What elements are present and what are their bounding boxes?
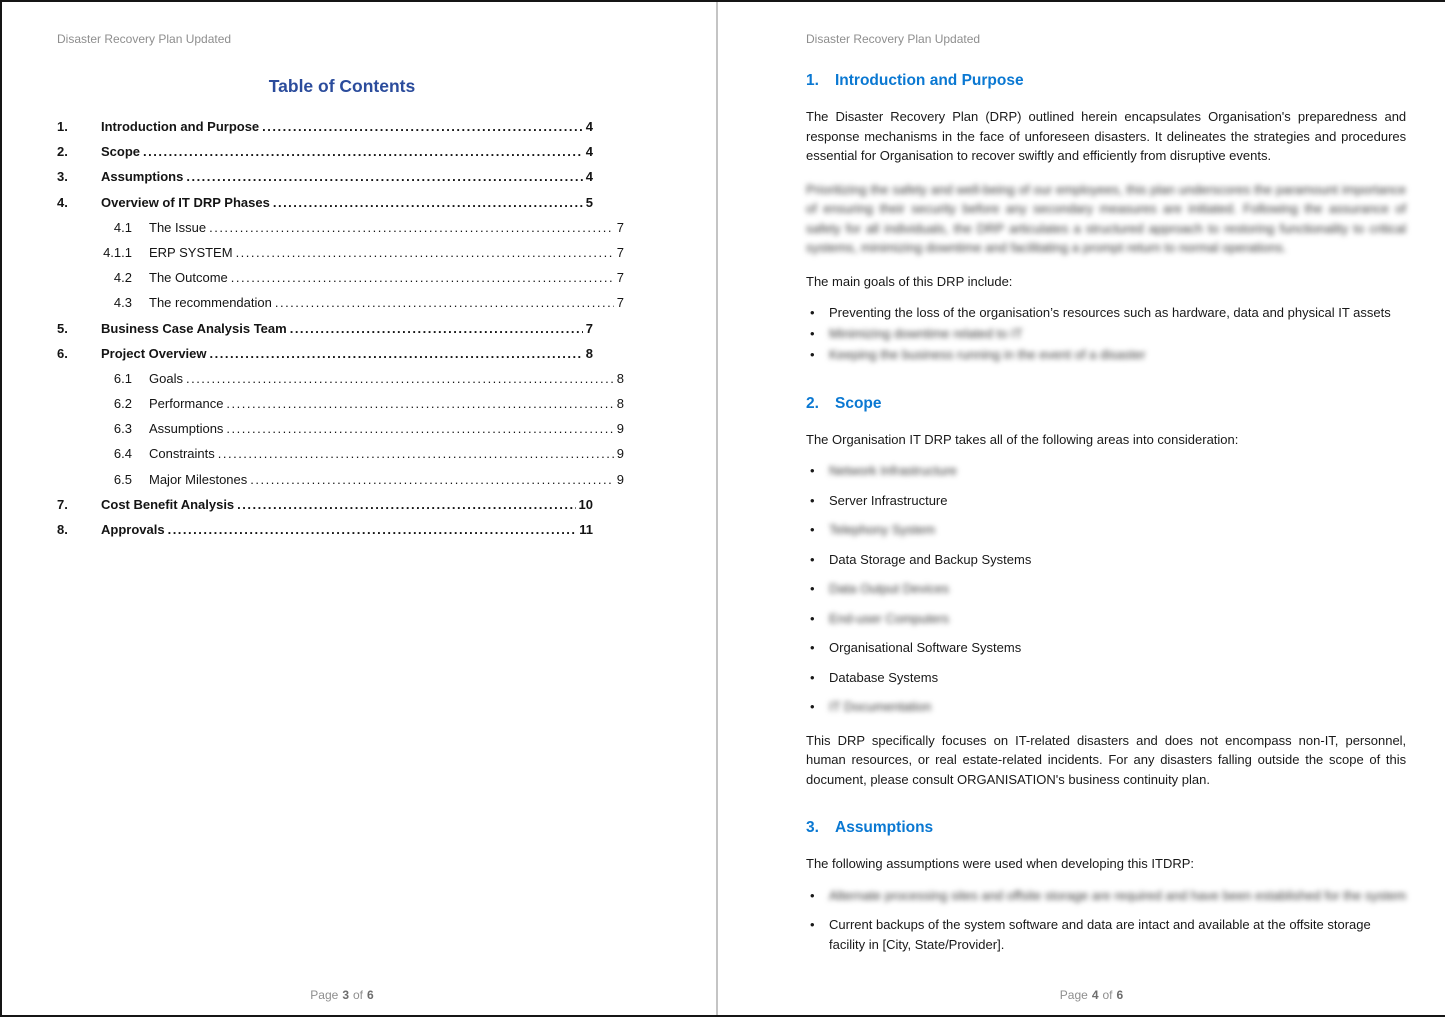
bullet-icon: • [810,492,815,508]
toc-leader [186,169,582,184]
section-3 [806,819,1406,954]
toc-leader [168,522,577,537]
paragraph: The main goals of this DRP include: [806,273,1013,289]
footer-of-word: of [353,988,364,1002]
toc-label: Overview of IT DRP Phases [101,194,270,210]
toc-page-number: 5 [585,194,593,210]
bullet-item [806,886,1406,906]
toc-entry[interactable] [57,144,627,169]
bullet-item [806,324,1406,344]
document-header: Disaster Recovery Plan Updated [57,32,232,46]
redacted-text: IT Documentation [829,699,932,714]
bullet-text: Data Storage and Backup Systems [829,551,1032,567]
toc-page-number: 11 [579,522,593,537]
redacted-text: End-user Computers [829,610,949,626]
footer-current-page: 4 [1091,988,1099,1002]
toc-entry[interactable] [57,321,627,346]
bullet-icon: • [810,887,815,903]
section-title: Assumptions [835,819,934,836]
bullet-text: Preventing the loss of the organisation’s resources such as hardware, data and physical IT assets [829,305,1391,320]
bullet-item [806,609,1406,629]
bullet-icon: • [810,551,815,567]
toc-page-number: 10 [578,496,593,512]
bullet-text: Current backups of the system software and data are intact and available at the offsite storage facility in [City, State/Provider]. [829,917,1371,952]
toc-label: Business Case Analysis Team [101,320,287,336]
toc-leader [290,321,583,336]
toc-page-number: 9 [616,446,624,462]
redacted-text: Keeping the business running in the event of a disaster [829,347,1146,362]
bullet-icon: • [810,522,815,537]
redacted-text: Minimizing downtime related to IT [829,326,1023,341]
redacted-text: Network Infrastructure [829,463,957,478]
toc-label: Constraints [149,446,215,462]
bullet-list [806,886,1406,955]
toc-leader [236,245,614,260]
paragraph: The following assumptions were used when developing this ITDRP: [806,856,1195,871]
bullet-item [806,915,1406,954]
redacted-text: Alternate processing sites and offsite storage are required and have been established for the system [829,887,1407,903]
toc-page-number: 4 [585,144,593,160]
toc-label: ERP SYSTEM [149,244,233,260]
bullet-text: Database Systems [829,669,939,685]
toc-entry[interactable] [57,421,627,446]
bullet-item [806,638,1406,658]
redacted-paragraph: Prioritizing the safety and well-being of our employees, this plan underscores the paramount importance of ensuring their security before any secondary measures are initiated. Following the assurance of safety for all individuals, the DRP articulates a structured approach to restoring functionality to critical systems, minimizing downtime and facilitating a prompt return to normal operations. [806,181,1407,255]
toc-number: 4. [57,194,68,210]
footer-total-pages: 6 [1116,988,1124,1002]
toc-page-number: 7 [585,320,593,336]
toc-page-number: 7 [616,295,624,311]
toc-number: 6.2 [113,396,132,412]
toc-label: Project Overview [101,345,207,361]
toc-number: 7. [57,496,68,512]
toc-entry[interactable] [57,295,627,320]
toc-number: 6.4 [113,446,132,462]
toc-label: Scope [101,144,141,160]
toc-leader [209,220,614,235]
toc-list [57,119,627,547]
footer-of-word: of [1102,988,1113,1002]
toc-number: 4.2 [113,270,132,286]
toc-label: The recommendation [149,295,272,311]
bullet-item [806,303,1406,323]
bullet-item [806,550,1406,570]
toc-entry[interactable] [57,245,627,270]
page-3 [2,2,716,1015]
bullet-icon: • [810,610,815,626]
toc-leader [218,446,614,461]
bullet-icon: • [810,463,815,478]
toc-entry[interactable] [57,522,627,547]
bullet-icon: • [810,326,815,341]
toc-entry[interactable] [57,371,627,396]
bullet-icon: • [810,669,815,685]
toc-page-number: 9 [616,421,624,437]
toc-label: Performance [149,396,224,412]
page-footer [57,988,627,1002]
bullet-item [806,491,1406,511]
toc-leader [186,371,614,386]
toc-leader [275,295,614,310]
toc-page-number: 9 [616,471,624,487]
section-heading [806,395,1406,413]
bullet-item [806,345,1406,365]
toc-entry[interactable] [57,169,627,194]
bullet-list [806,303,1406,365]
bullet-icon: • [810,640,815,655]
section-title: Scope [835,394,882,412]
toc-label: The Outcome [149,270,228,286]
toc-leader [262,119,583,134]
bullet-icon: • [810,699,815,714]
section-number: 2. [806,394,819,412]
bullet-icon: • [810,305,815,320]
toc-leader [210,346,583,361]
toc-number: 4.1.1 [103,244,132,260]
bullet-item [806,461,1406,481]
bullet-list [806,461,1406,717]
page-footer [806,988,1377,1002]
section-number: 3. [806,819,819,836]
toc-entry[interactable] [57,270,627,295]
footer-current-page: 3 [342,988,349,1002]
toc-number: 1. [57,119,68,134]
toc-number: 6. [57,345,68,361]
footer-total-pages: 6 [367,988,374,1002]
footer-page-word: Page [310,988,339,1002]
bullet-text: Organisational Software Systems [829,640,1022,655]
section-1 [806,72,1406,365]
toc-page-number: 7 [616,219,624,235]
toc-label: Goals [149,370,183,386]
bullet-icon: • [810,347,815,362]
toc-label: Major Milestones [149,471,248,487]
bullet-item [806,520,1406,540]
toc-label: The Issue [149,219,207,235]
redacted-text: Data Output Devices [829,581,949,596]
section-heading [806,819,1406,837]
bullet-icon: • [810,917,815,932]
toc-label: Cost Benefit Analysis [101,496,235,512]
toc-entry[interactable] [57,195,627,220]
redacted-text: Telephony System [829,522,936,537]
toc-page-number: 7 [616,244,624,260]
toc-number: 6.5 [113,471,132,487]
toc-entry[interactable] [57,472,627,497]
toc-page-number: 8 [585,345,593,361]
toc-entry[interactable] [57,446,627,471]
section-title: Introduction and Purpose [835,72,1024,89]
toc-number: 4.1 [113,219,132,235]
bullet-item [806,668,1406,688]
toc-number: 6.3 [113,421,132,437]
toc-label: Approvals [101,522,165,537]
toc-entry[interactable] [57,346,627,371]
toc-leader [273,195,583,210]
toc-label: Introduction and Purpose [101,119,260,134]
toc-number: 8. [57,522,68,537]
section-heading [806,72,1406,90]
paragraph: This DRP specifically focuses on IT-related disasters and does not encompass non-IT, personnel, human resources, or real estate-related incidents. For any disasters falling outside the scope of this document, please consult ORGANISATION's business continuity plan. [806,732,1407,787]
toc-number: 3. [57,169,68,185]
bullet-icon: • [810,581,815,596]
bullet-item [806,697,1406,717]
page-4 [718,2,1445,1015]
toc-title: Table of Contents [268,76,416,96]
toc-leader [226,421,613,436]
toc-leader [231,270,614,285]
footer-page-word: Page [1059,988,1088,1002]
document-header: Disaster Recovery Plan Updated [806,32,981,46]
toc-leader [143,144,583,159]
bullet-item [806,579,1406,599]
section-number: 1. [806,72,819,89]
toc-entry[interactable] [57,220,627,245]
bullet-text: Server Infrastructure [829,492,948,508]
toc-page-number: 4 [585,169,593,185]
document-body [806,72,1406,954]
toc-entry[interactable] [57,396,627,421]
toc-entry[interactable] [57,497,627,522]
toc-number: 6.1 [113,370,132,386]
toc-page-number: 8 [616,396,624,412]
toc-entry[interactable] [57,119,627,144]
toc-leader [226,396,613,411]
toc-page-number: 8 [616,370,624,386]
toc-number: 4.3 [113,295,132,311]
toc-number: 5. [57,320,68,336]
toc-number: 2. [57,144,68,160]
paragraph: The Organisation IT DRP takes all of the following areas into consideration: [806,431,1239,447]
paragraph: The Disaster Recovery Plan (DRP) outlined herein encapsulates Organisation's preparedness and response mechanisms in the face of unforeseen disasters. It delineates the strategies and procedures essential for Organisation to recover swiftly and efficiently from disruptive events. [806,109,1407,163]
toc-label: Assumptions [149,421,224,437]
toc-leader [250,472,614,487]
toc-leader [237,497,575,512]
toc-page-number: 4 [585,119,593,134]
toc-label: Assumptions [101,169,184,185]
toc-page-number: 7 [616,270,624,286]
section-2 [806,395,1406,790]
